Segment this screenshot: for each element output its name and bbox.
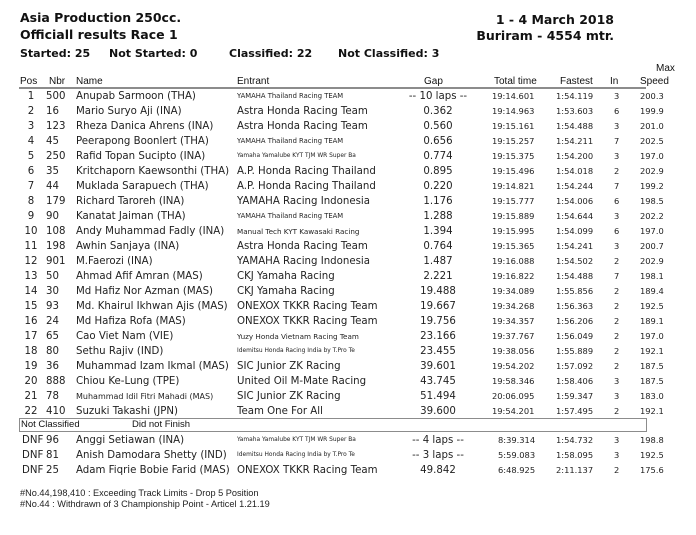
table-row: DNF 81 Anish Damodara Shetty (IND) Idemitsu Honda Racing India by T.Pro Te -- 3 laps -- 5:59.083 1:58.095 3 192.5	[22, 450, 664, 461]
event-venue: Buriram - 4554 mtr.	[476, 28, 614, 43]
table-row: 13 50 Ahmad Afif Amran (MAS) CKJ Yamaha Racing 2.221 19:16.822 1:54.488 7 198.1	[24, 271, 664, 282]
table-header	[0, 62, 696, 88]
event-info	[476, 12, 614, 44]
table-row: 18 80 Sethu Rajiv (IND) Idemitsu Honda Racing India by T.Pro Te 23.455 19:38.056 1:55.889 2 192.1	[24, 346, 664, 357]
table-row: 4 45 Peerapong Boonlert (THA) YAMAHA Thailand Racing TEAM 0.656 19:15.257 1:54.211 7 202.5	[27, 136, 664, 147]
class-title: Asia Production 250cc.	[20, 10, 182, 25]
table-row: 5 250 Rafid Topan Sucipto (INA) Yamaha Yamalube KYT TJM WR Super Ba 0.774 19:15.375 1:54.200 3 197.0	[27, 151, 664, 162]
table-row: 19 36 Muhammad Izam Ikmal (MAS) SIC Junior ZK Racing 39.601 19:54.202 1:57.092 2 187.5	[24, 361, 664, 372]
table-row: 14 30 Md Hafiz Nor Azman (MAS) CKJ Yamaha Racing 19.488 19:34.089 1:55.856 2 189.4	[24, 286, 664, 297]
col-gap: Gap	[424, 76, 443, 87]
table-row: 17 65 Cao Viet Nam (VIE) Yuzy Honda Vietnam Racing Team 23.166 19:37.767 1:56.049 2 197.0	[24, 331, 664, 342]
footnotes	[20, 488, 270, 510]
did-not-finish-label: Did not Finish	[132, 419, 191, 430]
table-row: 15 93 Md. Khairul Ikhwan Ajis (MAS) ONEXOX TKKR Racing Team 19.667 19:34.268 1:56.363 2 192.5	[24, 301, 664, 312]
col-speed: Speed	[640, 76, 669, 87]
table-row: 9 90 Kanatat Jaiman (THA) YAMAHA Thailand Racing TEAM 1.288 19:15.889 1:54.644 3 202.2	[27, 211, 664, 222]
stat-not-classified: Not Classified: 3	[338, 47, 440, 60]
table-row: 7 44 Muklada Sarapuech (THA) A.P. Honda Racing Thailand 0.220 19:14.821 1:54.244 7 199.2	[27, 181, 664, 192]
table-row: 21 78 Muhammad Idil Fitri Mahadi (MAS) SIC Junior ZK Racing 51.494 20:06.095 1:59.347 3 183.0	[24, 391, 664, 402]
table-row: 11 198 Awhin Sanjaya (INA) Astra Honda Racing Team 0.764 19:15.365 1:54.241 3 200.7	[24, 241, 664, 252]
table-row: 2 16 Mario Suryo Aji (INA) Astra Honda Racing Team 0.362 19:14.963 1:53.603 6 199.9	[27, 106, 664, 117]
table-row: 16 24 Md Hafiza Rofa (MAS) ONEXOX TKKR Racing Team 19.756 19:34.357 1:56.206 2 189.1	[24, 316, 664, 327]
footnote: #No.44,198,410 : Exceeding Track Limits - Drop 5 Position	[20, 488, 259, 498]
table-row: 10 108 Andy Muhammad Fadly (INA) Manual Tech KYT Kawasaki Racing 1.394 19:15.995 1:54.099 6 197.0	[24, 226, 664, 237]
col-pos: Pos	[20, 76, 38, 87]
col-name: Name	[76, 76, 103, 87]
race-title: Officiall results Race 1	[20, 27, 178, 42]
col-entrant: Entrant	[237, 76, 270, 87]
table-row: 3 123 Rheza Danica Ahrens (INA) Astra Honda Racing Team 0.560 19:15.161 1:54.488 3 201.0	[27, 121, 664, 132]
stat-not-started: Not Started: 0	[109, 47, 198, 60]
table-row: 6 35 Kritchaporn Kaewsonthi (THA) A.P. Honda Racing Thailand 0.895 19:15.496 1:54.018 2 202.9	[27, 166, 664, 177]
col-total-time: Total time	[494, 76, 537, 87]
table-row: DNF 25 Adam Fiqrie Bobie Farid (MAS) ONEXOX TKKR Racing Team 49.842 6:48.925 2:11.137 2 175.6	[22, 465, 664, 476]
event-date: 1 - 4 March 2018	[495, 12, 614, 27]
col-nbr: Nbr	[49, 76, 66, 87]
not-classified-label: Not Classified	[21, 419, 80, 430]
table-row: 12 901 M.Faerozi (INA) YAMAHA Racing Indonesia 1.487 19:16.088 1:54.502 2 202.9	[24, 256, 664, 267]
table-row: 1 500 Anupab Sarmoon (THA) YAMAHA Thailand Racing TEAM -- 10 laps -- 19:14.601 1:54.119 3 200.3	[27, 91, 664, 102]
results-title	[20, 9, 181, 43]
col-max: Max	[656, 63, 675, 74]
table-row: DNF 96 Anggi Setiawan (INA) Yamaha Yamalube KYT TJM WR Super Ba -- 4 laps -- 8:39.314 1:54.732 3 198.8	[22, 435, 664, 446]
table-row: 22 410 Suzuki Takashi (JPN) Team One For All 39.600 19:54.201 1:57.495 2 192.1	[24, 406, 664, 417]
stat-classified: Classified: 22	[229, 47, 313, 60]
table-row: 20 888 Chiou Ke-Lung (TPE) United Oil M-Mate Racing 43.745 19:58.346 1:58.406 3 187.5	[24, 376, 664, 387]
table-row: 8 179 Richard Taroreh (INA) YAMAHA Racing Indonesia 1.176 19:15.777 1:54.006 6 198.5	[27, 196, 664, 207]
stat-started: Started: 25	[20, 47, 91, 60]
not-classified-header	[19, 418, 647, 432]
col-in: In	[610, 76, 619, 87]
footnote: #No.44 : Withdrawn of 3 Championship Point - Articel 1.21.19	[20, 499, 270, 509]
col-fastest: Fastest	[560, 76, 593, 87]
